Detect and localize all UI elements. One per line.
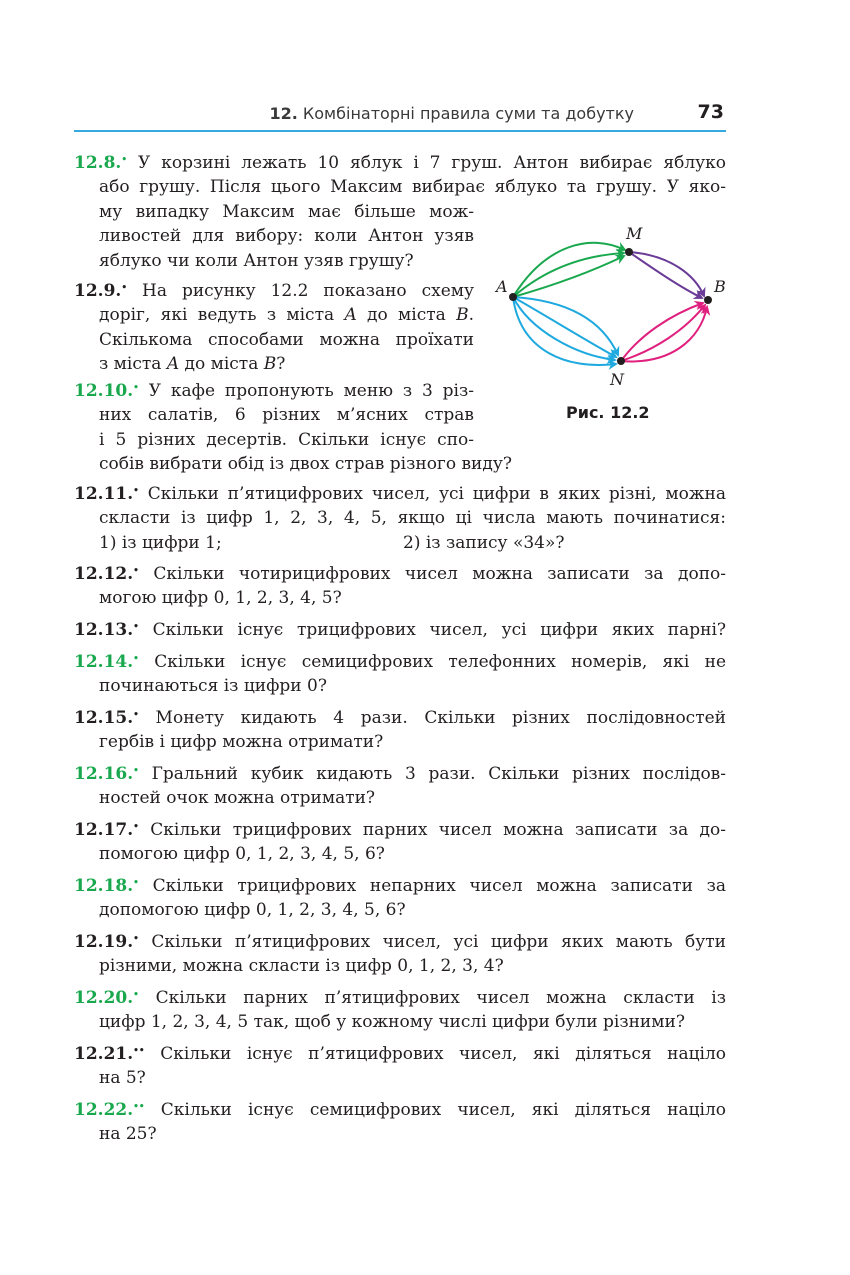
problem-number: 12.22.•• xyxy=(74,1100,145,1120)
label-m: M xyxy=(626,224,643,243)
node-a xyxy=(509,293,517,301)
problem-line: 12.17.• Скільки трицифрових парних чисел можна записати за до- xyxy=(74,820,727,840)
problem-12-17 xyxy=(74,818,726,867)
problem-number: 12.19.• xyxy=(74,932,139,952)
node-b xyxy=(704,296,712,304)
problem-number: 12.11.• xyxy=(74,484,139,504)
problem-line: них салатів, 6 різних м’ясних страв xyxy=(99,405,474,426)
problem-12-18 xyxy=(74,874,726,923)
problem-line: ливостей для вибору: коли Антон узяв xyxy=(99,226,474,247)
road-scheme-figure xyxy=(490,215,735,400)
problem-line: 12.11.• Скільки п’ятицифрових чисел, усі цифри в яких різні, можна xyxy=(74,484,726,504)
problem-line: ностей очок можна отримати? xyxy=(99,788,376,809)
road-a-n-2 xyxy=(513,297,616,357)
problem-12-9 xyxy=(74,279,474,377)
problem-line: починаються із цифри 0? xyxy=(99,676,327,697)
label-b: B xyxy=(714,277,726,296)
problem-12-11 xyxy=(74,482,726,555)
problem-line: на 5? xyxy=(99,1068,146,1089)
problem-options xyxy=(74,531,726,555)
problem-line: 12.13.• Скільки існує трицифрових чисел, усі цифри яких парні? xyxy=(74,620,727,640)
problem-line: цифр 1, 2, 3, 4, 5 так, щоб у кожному числі цифри були різними? xyxy=(99,1012,685,1033)
problem-12-20 xyxy=(74,986,726,1035)
problem-line: і 5 різних десертів. Скільки існує спо- xyxy=(99,429,474,450)
problem-12-13 xyxy=(74,618,726,642)
running-header xyxy=(74,100,726,132)
problem-line: 12.16.• Гральний кубик кидають 3 рази. Скільки різних послідов- xyxy=(74,764,726,784)
problem-line: з міста A до міста B? xyxy=(99,354,286,375)
problem-number: 12.12.• xyxy=(74,564,139,584)
problem-line: 12.21.•• Скільки існує п’ятицифрових чисел, які діляться націло xyxy=(74,1044,726,1064)
problem-number: 12.9.• xyxy=(74,281,128,301)
problem-12-16 xyxy=(74,762,726,811)
label-a: A xyxy=(496,277,508,296)
problem-line: собів вибрати обід із двох страв різного виду? xyxy=(99,454,512,475)
problem-line: або грушу. Після цього Максим вибирає яблуко та грушу. У яко- xyxy=(99,177,726,198)
problem-line: му випадку Максим має більше мож- xyxy=(99,201,474,222)
road-a-m-3 xyxy=(513,256,624,297)
problem-number: 12.13.• xyxy=(74,620,139,640)
problem-number: 12.14.• xyxy=(74,652,139,672)
problem-line: 12.19.• Скільки п’ятицифрових чисел, усі цифри яких мають бути xyxy=(74,932,726,952)
problem-line: помогою цифр 0, 1, 2, 3, 4, 5, 6? xyxy=(99,844,385,865)
option-2: 2) із запису «34»? xyxy=(403,532,565,553)
chapter-title: Комбінаторні правила суми та добутку xyxy=(302,104,634,123)
problem-number: 12.18.• xyxy=(74,876,139,896)
problem-12-15 xyxy=(74,706,726,755)
problem-12-19 xyxy=(74,930,726,979)
problem-12-10 xyxy=(74,379,512,477)
node-n xyxy=(617,357,625,365)
chapter-heading xyxy=(74,104,634,123)
problem-line: яблуко чи коли Антон узяв грушу? xyxy=(99,250,414,271)
problem-number: 12.20.• xyxy=(74,988,139,1008)
problem-line: 12.8.• У корзині лежать 10 яблук і 7 груш. Антон вибирає яблуко xyxy=(74,153,726,173)
road-a-m-1 xyxy=(513,243,625,297)
node-m xyxy=(625,248,633,256)
problem-number: 12.17.• xyxy=(74,820,139,840)
figure-caption: Рис. 12.2 xyxy=(566,403,650,422)
chapter-number: 12. xyxy=(269,104,298,123)
problem-line: гербів і цифр можна отримати? xyxy=(99,732,384,753)
problem-line: скласти із цифр 1, 2, 3, 4, 5, якщо ці числа мають починатися: xyxy=(99,508,726,529)
problem-number: 12.15.• xyxy=(74,708,139,728)
problem-line: 12.14.• Скільки існує семицифрових телефонних номерів, які не xyxy=(74,652,727,672)
problem-12-21 xyxy=(74,1042,726,1091)
road-scheme-diagram xyxy=(490,215,735,400)
problem-line: Скількома способами можна проїхати xyxy=(99,329,474,350)
problem-line: 12.9.• На рисунку 12.2 показано схему xyxy=(74,281,474,301)
problem-line: 12.22.•• Скільки існує семицифрових чисел, які діляться націло xyxy=(74,1100,727,1120)
problem-line: допомогою цифр 0, 1, 2, 3, 4, 5, 6? xyxy=(99,900,406,921)
problem-line: різними, можна скласти із цифр 0, 1, 2, 3, 4? xyxy=(99,956,504,977)
problem-number: 12.10.• xyxy=(74,381,139,401)
label-n: N xyxy=(610,370,624,389)
problem-line: 12.20.• Скільки парних п’ятицифрових чисел можна скласти із xyxy=(74,988,726,1008)
problem-line: на 25? xyxy=(99,1124,157,1145)
page-number: 73 xyxy=(697,101,724,123)
problem-12-12 xyxy=(74,562,726,611)
road-n-b-2 xyxy=(621,305,705,361)
problem-number: 12.8.• xyxy=(74,153,128,173)
problem-number: 12.16.• xyxy=(74,764,139,784)
option-1: 1) із цифри 1; xyxy=(99,532,222,553)
problem-number: 12.21.•• xyxy=(74,1044,145,1064)
road-n-b-3 xyxy=(621,307,707,361)
road-m-b-2 xyxy=(629,252,702,298)
road-n-b-1 xyxy=(621,303,703,361)
problem-line: 12.18.• Скільки трицифрових непарних чисел можна записати за xyxy=(74,876,727,896)
problem-line: доріг, які ведуть з міста A до міста B. xyxy=(99,305,474,326)
problem-line: 12.12.• Скільки чотирицифрових чисел можна записати за допо- xyxy=(74,564,726,584)
problem-12-14 xyxy=(74,650,726,699)
problem-line: могою цифр 0, 1, 2, 3, 4, 5? xyxy=(99,588,342,609)
problem-line: 12.15.• Монету кидають 4 рази. Скільки різних послідовностей xyxy=(74,708,726,728)
problem-12-22 xyxy=(74,1098,726,1147)
problem-line: 12.10.• У кафе пропонують меню з 3 різ- xyxy=(74,381,474,401)
